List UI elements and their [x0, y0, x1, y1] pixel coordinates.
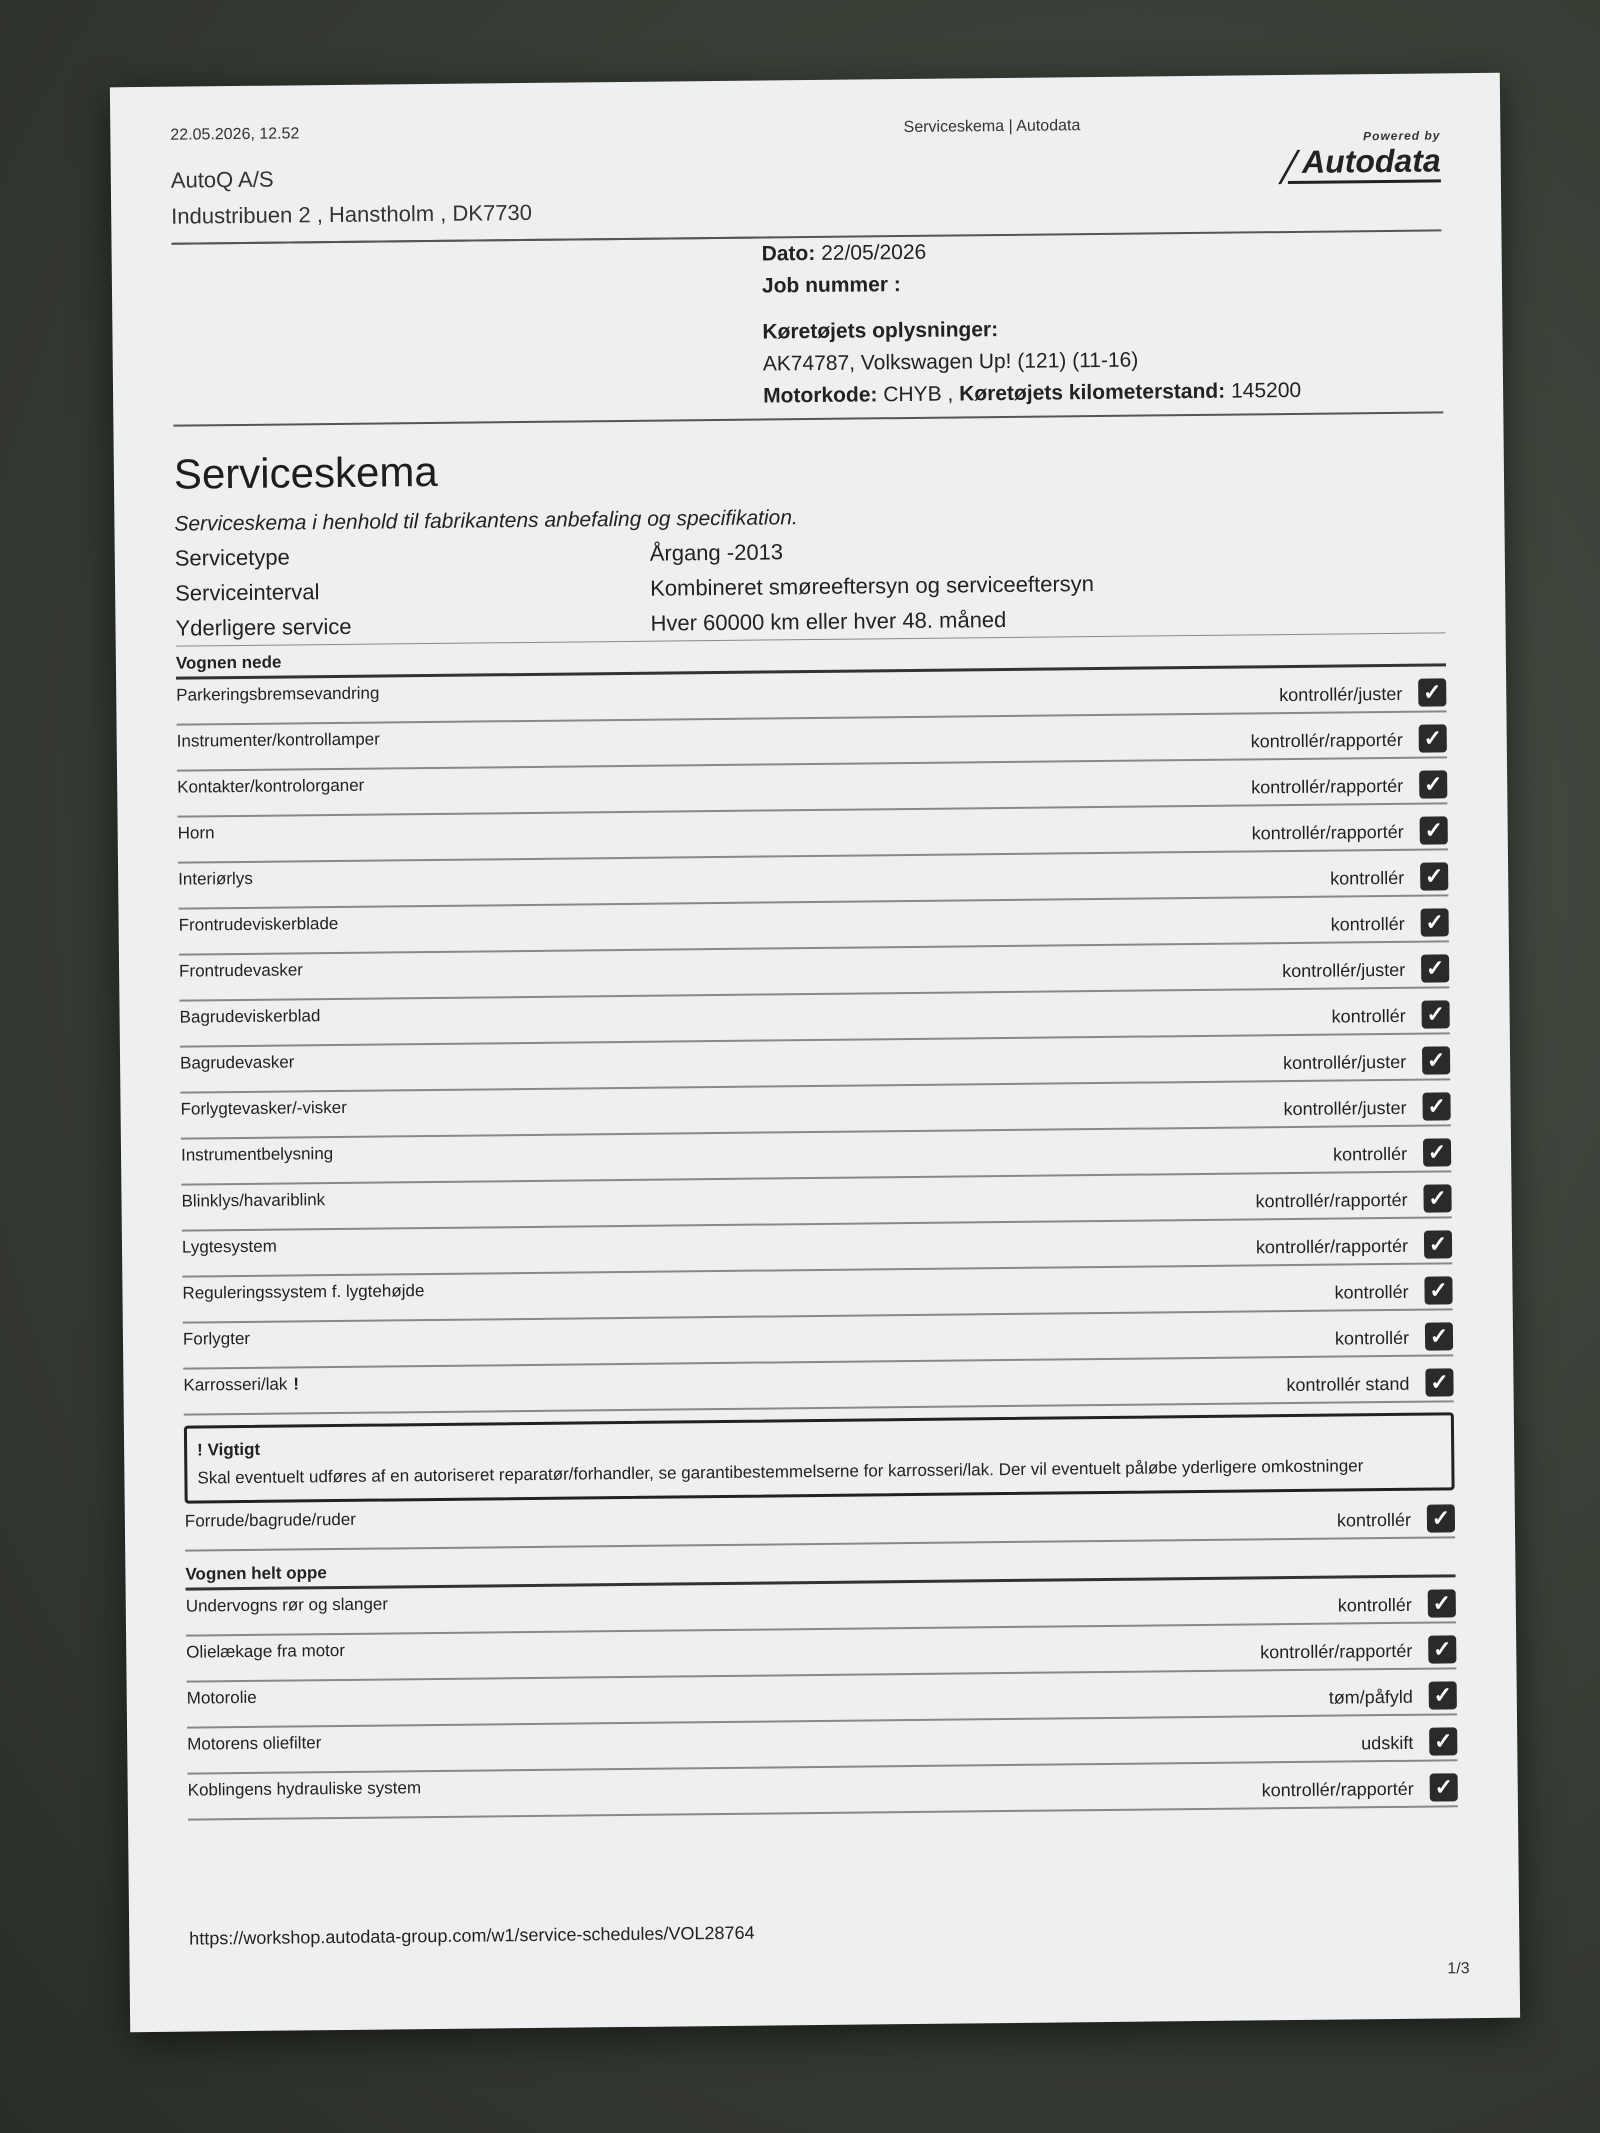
company-address: Industribuen 2 , Hanstholm , DK7730 [171, 199, 533, 229]
checkbox-checked-icon: ✓ [1422, 1046, 1450, 1074]
item-action: kontrollér [1336, 1509, 1412, 1531]
item-label: Parkeringsbremsevandring [176, 683, 380, 705]
item-action: kontrollér [1330, 913, 1405, 935]
item-label: Karrosseri/lak [183, 1374, 288, 1395]
checkbox-checked-icon: ✓ [1420, 816, 1448, 844]
item-label: Reguleringssystem f. lygtehøjde [182, 1281, 425, 1303]
checklist-group-1 [176, 666, 1453, 1369]
mileage-value: 145200 [1230, 378, 1302, 403]
detail-value: Årgang -2013 [649, 539, 784, 566]
detail-key: Servicetype [174, 544, 290, 571]
item-label: Forrude/bagrude/ruder [184, 1509, 357, 1531]
item-action: udskift [1361, 1732, 1414, 1754]
item-label: Interiørlys [178, 868, 253, 889]
important-notice [184, 1412, 1455, 1503]
item-label: Instrumenter/kontrollamper [176, 729, 380, 751]
item-label: Bagrudevasker [179, 1052, 295, 1073]
item-label: Olielækage fra motor [186, 1640, 346, 1662]
group-heading-vognen-helt-oppe: Vognen helt oppe [185, 1548, 1455, 1590]
item-label: Forlygtevasker/-visker [180, 1097, 347, 1119]
item-action: kontrollér stand [1286, 1373, 1410, 1396]
page-title: Serviceskema [173, 447, 438, 498]
item-action: kontrollér/rapportér [1255, 1235, 1409, 1258]
item-action: kontrollér/rapportér [1250, 729, 1403, 752]
item-label: Horn [177, 823, 215, 843]
item-action: kontrollér/juster [1282, 959, 1406, 982]
autodata-brand [1288, 128, 1441, 184]
group-heading-vognen-nede: Vognen nede [176, 637, 1446, 679]
company-block [171, 149, 1442, 234]
item-action: kontrollér [1332, 1143, 1408, 1165]
item-label: Lygtesystem [181, 1236, 277, 1257]
item-action: kontrollér/rapportér [1251, 775, 1404, 798]
vehicle-heading: Køretøjets oplysninger: [762, 318, 999, 344]
item-action: kontrollér [1337, 1594, 1412, 1616]
date-label: Dato: [761, 241, 816, 266]
checkbox-checked-icon: ✓ [1430, 1773, 1458, 1801]
service-schedule-sheet [110, 73, 1520, 2032]
checklist-group-2 [186, 1577, 1458, 1820]
item-label: Frontrudevasker [179, 960, 303, 981]
item-label: Motorolie [186, 1687, 257, 1708]
detail-value: Hver 60000 km eller hver 48. måned [650, 606, 1007, 636]
checkbox-checked-icon: ✓ [1421, 1000, 1449, 1028]
checkbox-checked-icon: ✓ [1420, 862, 1448, 890]
warning-icon: ! [197, 1440, 203, 1460]
item-label: Bagrudeviskerblad [179, 1006, 321, 1027]
checkbox-checked-icon: ✓ [1424, 1230, 1452, 1258]
checkbox-checked-icon: ✓ [1418, 678, 1446, 706]
checkbox-checked-icon: ✓ [1429, 1727, 1457, 1755]
checkbox-checked-icon: ✓ [1428, 1635, 1456, 1663]
checkbox-checked-icon: ✓ [1421, 908, 1449, 936]
detail-key: Serviceinterval [175, 579, 320, 606]
item-action: kontrollér [1334, 1327, 1410, 1349]
footer-url: https://workshop.autodata-group.com/w1/service-schedules/VOL28764 [189, 1922, 755, 1949]
job-number-label: Job nummer : [761, 273, 901, 298]
item-action: kontrollér/rapportér [1261, 1778, 1414, 1801]
item-label: Forlygter [182, 1328, 251, 1349]
item-action: kontrollér [1334, 1281, 1409, 1303]
page-number: 1/3 [1447, 1960, 1470, 1978]
date-value: 22/05/2026 [821, 240, 927, 265]
item-action: tøm/påfyld [1328, 1686, 1413, 1708]
vehicle-description: AK74787, Volkswagen Up! (121) (11-16) [762, 348, 1139, 376]
engine-value: CHYB , [883, 382, 954, 407]
item-label: Instrumentbelysning [180, 1144, 334, 1165]
checkbox-checked-icon: ✓ [1423, 1138, 1451, 1166]
checkbox-checked-icon: ✓ [1427, 1504, 1455, 1532]
print-datetime: 22.05.2026, 12.52 [170, 125, 300, 144]
divider [173, 411, 1443, 426]
checkbox-checked-icon: ✓ [1425, 1368, 1453, 1396]
checkbox-checked-icon: ✓ [1428, 1589, 1456, 1617]
item-action: kontrollér/rapportér [1251, 821, 1404, 844]
service-details [175, 527, 1446, 645]
checkbox-checked-icon: ✓ [1421, 954, 1449, 982]
warning-icon: ! [293, 1374, 300, 1394]
item-label: Frontrudeviskerblade [178, 913, 339, 935]
checkbox-checked-icon: ✓ [1419, 724, 1447, 752]
autodata-logo: Autodata [1288, 142, 1441, 184]
checkbox-checked-icon: ✓ [1423, 1184, 1451, 1212]
document-title: Serviceskema | Autodata [903, 117, 1081, 137]
checkbox-checked-icon: ✓ [1425, 1322, 1453, 1350]
item-action: kontrollér/juster [1279, 683, 1403, 706]
checkbox-checked-icon: ✓ [1429, 1681, 1457, 1709]
page-subtitle: Serviceskema i henhold til fabrikantens anbefaling og specifikation. [174, 506, 798, 536]
print-header [170, 113, 1440, 156]
mileage-label: Køretøjets kilometerstand: [959, 379, 1226, 406]
checkbox-checked-icon: ✓ [1422, 1092, 1450, 1120]
item-action: kontrollér/juster [1282, 1051, 1407, 1074]
item-action: kontrollér/juster [1283, 1097, 1407, 1120]
checkbox-checked-icon: ✓ [1424, 1276, 1452, 1304]
powered-by-text: Powered by [1363, 128, 1441, 144]
checkbox-checked-icon: ✓ [1419, 770, 1447, 798]
notice-text: Skal eventuelt udføres af en autoriseret reparatør/forhandler, se garantibestemmelserne for karrosseri/lak. Der vil eventuelt påløbe yderligere omkostninger [197, 1456, 1364, 1488]
item-action: kontrollér [1331, 1005, 1406, 1027]
item-label: Koblingens hydrauliske system [187, 1778, 422, 1800]
item-label: Kontakter/kontrolorganer [177, 775, 365, 797]
detail-value: Kombineret smøreeftersyn og serviceeftersyn [649, 571, 1095, 601]
item-action: kontrollér [1330, 867, 1405, 889]
item-action: kontrollér/rapportér [1255, 1189, 1408, 1212]
notice-title: Vigtigt [207, 1439, 261, 1460]
company-name: AutoQ A/S [170, 166, 274, 193]
engine-label: Motorkode: [763, 383, 878, 408]
item-action: kontrollér/rapportér [1260, 1640, 1413, 1663]
item-label: Motorens oliefilter [187, 1733, 322, 1754]
item-label: Blinklys/havariblink [181, 1190, 326, 1211]
detail-key: Yderligere service [175, 613, 352, 641]
item-label: Undervogns rør og slanger [185, 1594, 389, 1616]
job-info [761, 229, 1443, 412]
